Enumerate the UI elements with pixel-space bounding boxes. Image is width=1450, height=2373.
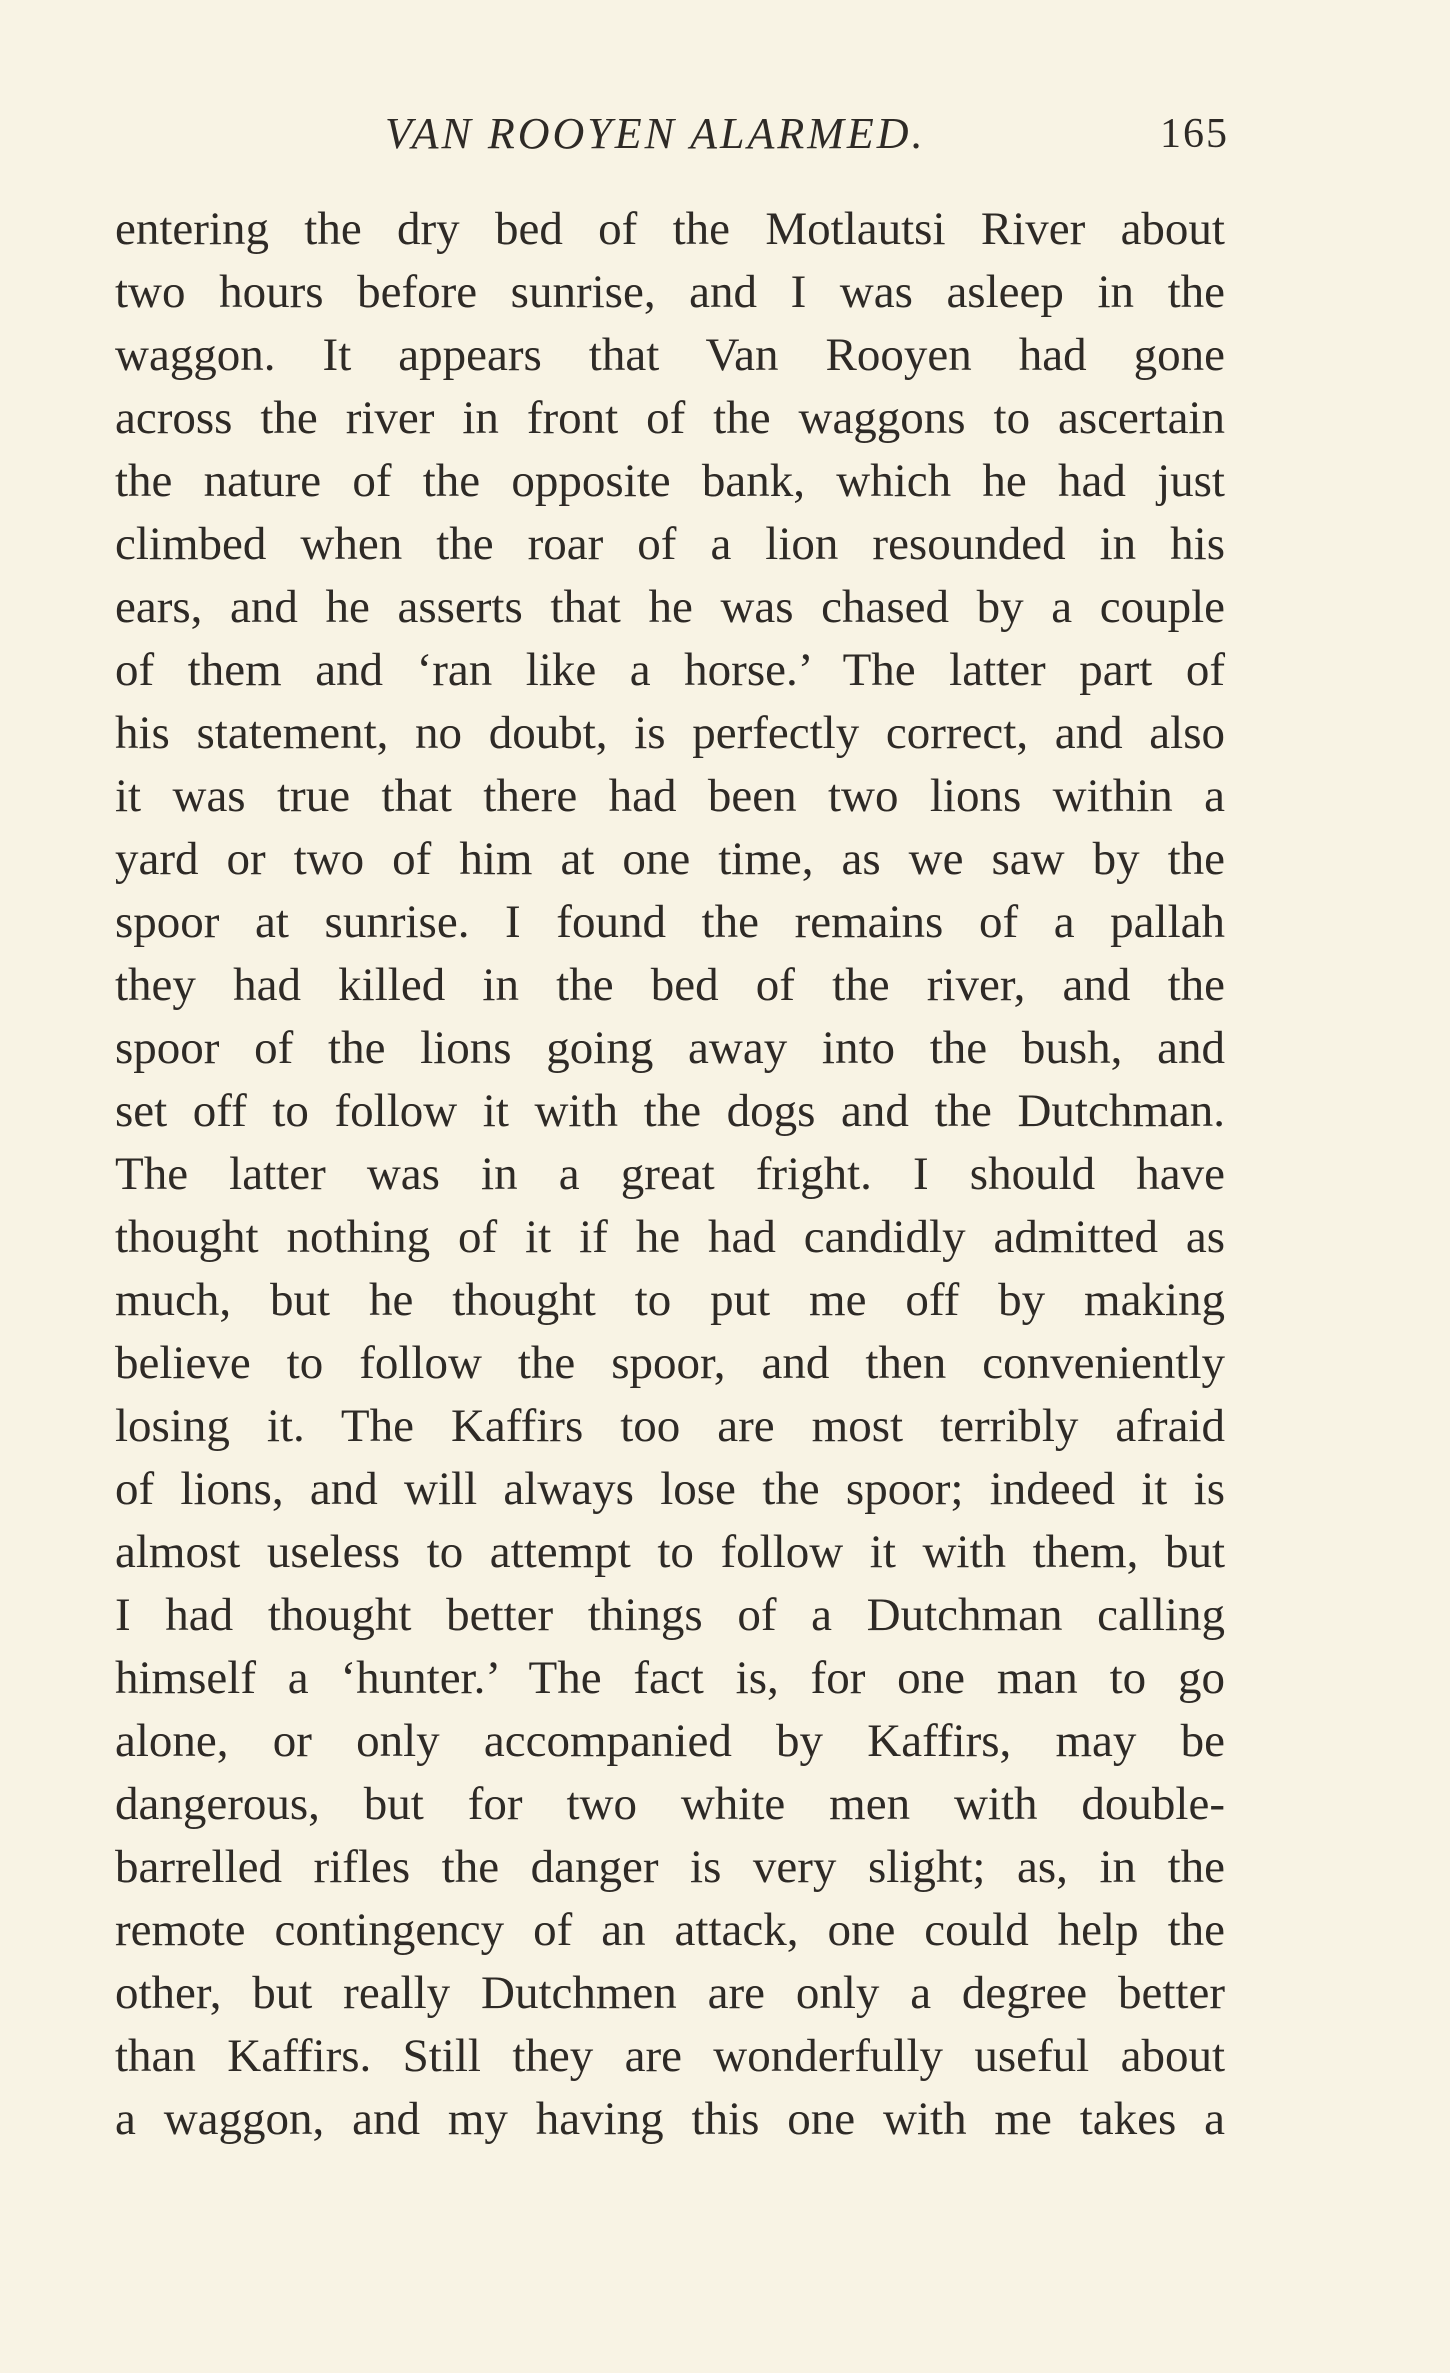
- text-line: waggon. It appears that Van Rooyen had gone: [115, 329, 1225, 381]
- text-line: losing it. The Kaffirs too are most terribly afraid: [115, 1400, 1225, 1452]
- text-line: than Kaffirs. Still they are wonderfully useful about: [115, 2030, 1225, 2082]
- text-line: dangerous, but for two white men with double-: [115, 1778, 1225, 1830]
- text-line: of lions, and will always lose the spoor; indeed it is: [115, 1463, 1225, 1515]
- text-line: barrelled rifles the danger is very slight; as, in the: [115, 1841, 1225, 1893]
- text-line: ears, and he asserts that he was chased by a couple: [115, 581, 1225, 633]
- running-head: [0, 108, 1450, 168]
- text-line: remote contingency of an attack, one could help the: [115, 1904, 1225, 1956]
- text-line: of them and ‘ran like a horse.’ The latter part of: [115, 644, 1225, 696]
- running-title: VAN ROOYEN ALARMED.: [385, 109, 926, 158]
- page-number: 165: [1160, 111, 1229, 157]
- text-line: himself a ‘hunter.’ The fact is, for one man to go: [115, 1652, 1225, 1704]
- text-line: a waggon, and my having this one with me takes a: [115, 2093, 1225, 2145]
- text-line: his statement, no doubt, is perfectly correct, and also: [115, 707, 1225, 759]
- text-line: thought nothing of it if he had candidly admitted as: [115, 1211, 1225, 1263]
- text-line: the nature of the opposite bank, which he had just: [115, 455, 1225, 507]
- text-line: almost useless to attempt to follow it with them, but: [115, 1526, 1225, 1578]
- text-line: they had killed in the bed of the river, and the: [115, 959, 1225, 1011]
- text-line: much, but he thought to put me off by making: [115, 1274, 1225, 1326]
- text-line: believe to follow the spoor, and then conveniently: [115, 1337, 1225, 1389]
- text-line: The latter was in a great fright. I should have: [115, 1148, 1225, 1200]
- text-line: yard or two of him at one time, as we saw by the: [115, 833, 1225, 885]
- text-line: spoor of the lions going away into the bush, and: [115, 1022, 1225, 1074]
- text-line: alone, or only accompanied by Kaffirs, may be: [115, 1715, 1225, 1767]
- text-line: spoor at sunrise. I found the remains of a pallah: [115, 896, 1225, 948]
- text-line: across the river in front of the waggons to ascertain: [115, 392, 1225, 444]
- text-line: it was true that there had been two lions within a: [115, 770, 1225, 822]
- text-line: two hours before sunrise, and I was asleep in the: [115, 266, 1225, 318]
- text-line: climbed when the roar of a lion resounded in his: [115, 518, 1225, 570]
- text-line: set off to follow it with the dogs and the Dutchman.: [115, 1085, 1225, 1137]
- text-line: I had thought better things of a Dutchman calling: [115, 1589, 1225, 1641]
- text-line: other, but really Dutchmen are only a degree better: [115, 1967, 1225, 2019]
- text-line: entering the dry bed of the Motlautsi River about: [115, 203, 1225, 255]
- body-text: [115, 198, 1225, 2151]
